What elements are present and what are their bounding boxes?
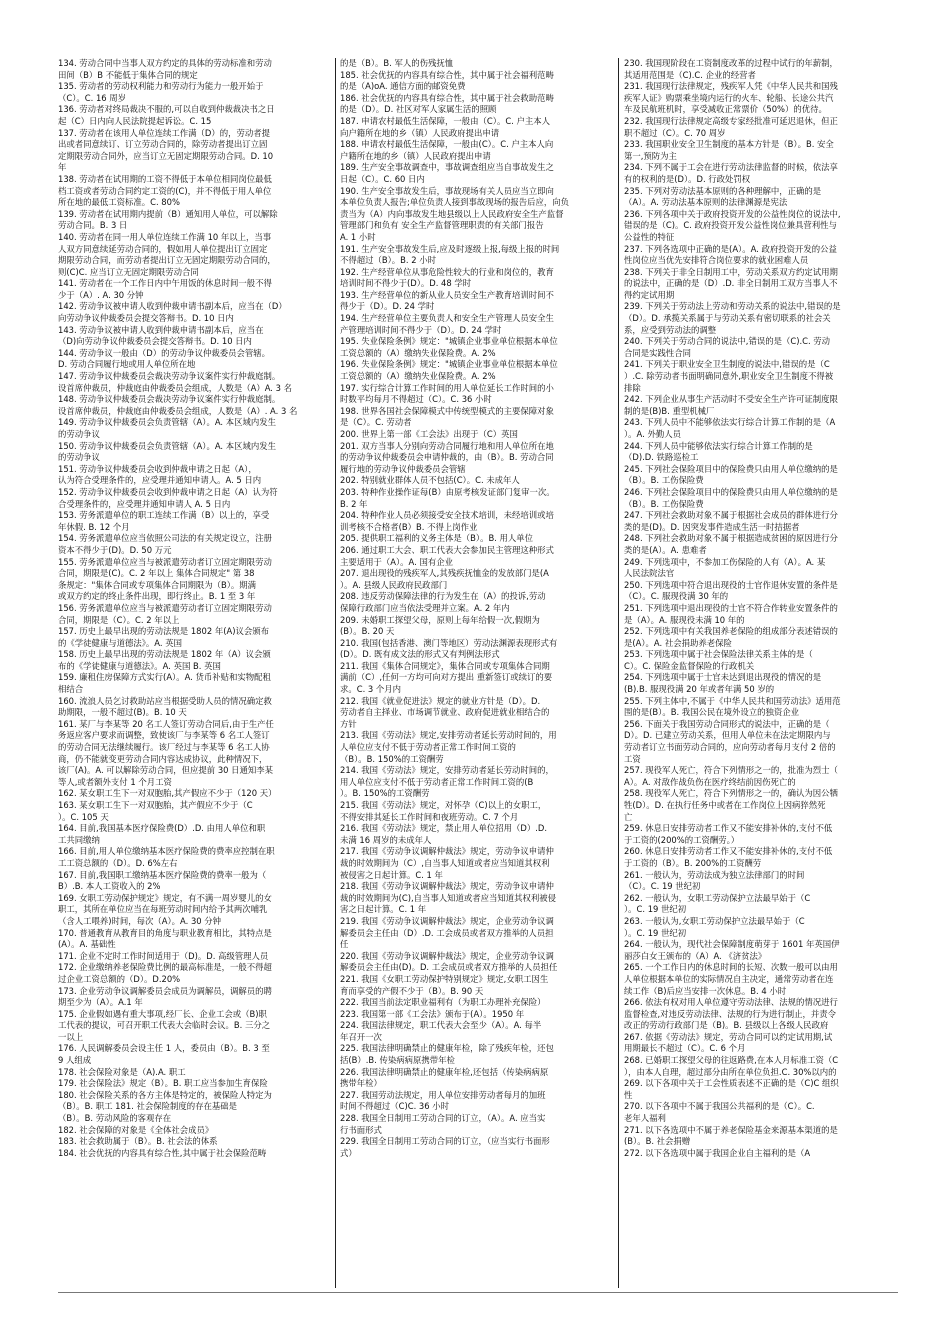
question-text-line: 产管理培训时间不得少于（D）。D. 24 学时 [340,324,502,335]
question-text-line: 238. 下列关于非全日制用工中，劳动关系双方约定试用期 [624,266,838,277]
question-text-line: 152. 劳动争议仲裁委员会收到仲裁申请之日起（A）认为符 [58,486,278,497]
question-text-line: 训考核不合格者(B）B. 不得上岗作业 [340,521,478,532]
question-text-line: 年休假. B. 12 个月 [58,521,130,532]
question-text-line: 育而享受的产假不少于（B）。B. 90 天 [340,985,484,996]
question-text-line: ）.C. 除劳动者书面明确同意外,职业安全卫生制度不得被 [624,371,834,382]
question-text-line: 206. 通过职工大会、职工代表大会参加民主管理这种形式 [340,544,554,555]
question-text-line: 工资总额的（A）缴纳失业保险费。A. 2% [340,371,496,382]
question-text-line: （C）。C. 19 世纪初 [624,881,701,892]
question-text-line: 性岗位应当优先安排符合岗位要求的就业困难人员 [624,255,809,266]
question-text-line: 改正的劳动行政部门是（B)。B. 县级以上各级人民政府 [624,1020,829,1031]
question-text-line: 合同，期限是（C）。C. 2 年以上 [58,614,180,625]
question-text-line: 合受理条件的，应受理并通知申请人 A. 5 日内 [58,498,231,509]
question-text-line: 182. 社会保障的对象是《全体社会成员》 [58,1124,214,1135]
question-text-line: 208. 违反劳动保障法律的行为发生在（A）的投诉,劳动 [340,591,546,602]
question-text-line: 向户籍所在地的乡（镇）人民政府提出申请 [340,127,500,138]
question-text-line: ）。B. 150%的工资酬劳 [340,788,430,799]
column-divider [618,58,619,1288]
question-text-line: ）。A. 县级人民政府民政部门 [340,579,448,590]
question-text-line: 184. 社会优抚的内容具有综合性,其中属于社会保险范畴 [58,1147,267,1158]
question-text-line: 210. 我国(包括香港、澳门等地区）劳动法渊源表现形式有 [340,637,558,648]
question-text-line: 136. 劳动者对终局裁决不服的,可以自收到仲裁裁决书之日 [58,104,275,115]
question-text-line: 203. 特种作业操作证每(B）由原考核发证部门复审一次。 [340,486,555,497]
question-text-line: 期限劳动合同，而劳动者提出订立无固定期限劳动合同的， [58,255,276,266]
question-text-line: 布的《学徒健康与道德法》。A. 英国 B. 英国 [58,660,221,671]
document-page [58,58,898,1288]
question-text-line: 认为符合受理条件的，应受理并通知申请人。A. 5 日内 [58,475,262,486]
question-text-line: 亡 [624,811,633,822]
question-text-line: 所在地的最低工资标准。C. 80% [58,197,180,208]
question-text-line: 214. 我国《劳动法》规定，安排劳动者延长劳动时间的， [340,765,554,776]
question-text-line: 272. 以下各选项中属于我国企业自主福利的是（A [624,1147,811,1158]
question-text-line: 公益性的特征 [624,231,675,242]
question-text-line: 得少于（D）。D. 24 学时 [340,301,435,312]
question-text-line: 164. 目前,我国基本医疗保险费(D）.D. 由用人单位和职 [58,823,266,834]
question-text-line: 任 [340,939,349,950]
question-text-line: 工代表的提议，可召开职工代表大会临时会议。B. 三分之 [58,1020,271,1031]
question-text-line: 出或者同意续订、订立劳动合同的，除劳动者提出订立固 [58,139,268,150]
question-text-line: B）.B. 本人工资收入的 2% [58,881,161,892]
question-text-line: A）。A. 对敌作战负伤在医疗终结前因伤死亡的 [624,776,796,787]
question-text-line: 202. 特别就业群体人员不包括(C）。C. 未成年人 [340,475,520,486]
question-text-line: 247. 下列社会救助对象不属于根据社会成员的群体进行分 [624,510,838,521]
question-text-line: (B).B. 服现役满 20 年或者年满 50 岁的 [624,684,775,695]
question-text-line: ）。C. 19 世纪初 [624,904,687,915]
question-text-line: 178. 社会保险对象是（A).A. 职工 [58,1066,186,1077]
question-text-line: 207. 退出现役的残疾军人,其残疾抚恤金的发放部门是(A [340,568,549,579]
question-text-line: 人单位应支付不低于劳动者正常工作时间工资的 [340,742,516,753]
question-text-line: 相结合 [58,684,84,695]
question-text-line: （D）。D. 承揽关系属于与劳动关系有密切联系的社会关 [624,313,831,324]
question-text-line: (A）。A. 基础性 [58,939,116,950]
question-text-line: 的劳动合同无法继续履行。该厂经过与李某等 6 名工人协 [58,742,270,753]
question-text-line: 230. 我国现阶段在工资制度改革的过程中试行的年薪制， [624,58,838,68]
question-text-line: 169. 女职工劳动保护规定》规定，有不满一周岁婴儿的女 [58,892,272,903]
question-text-line: 类的是(A）。A. 患难者 [624,544,707,555]
question-text-line: (B）。B. 社会捐赠 [624,1136,691,1147]
question-text-line: 211. 我国《集体合同规定》，集体合同或专项集体合同期 [340,660,550,671]
question-text-line: 定期限劳动合同外，应当订立无固定期限劳动合同。D. 10 [58,150,274,161]
question-text-line: 职不超过（C）。C. 70 周岁 [624,127,726,138]
question-text-line: 171. 企业不定时工作时间适用于（D)。D. 高级管理人员 [58,950,269,961]
question-text-line: （C）。C. 服现役满 30 年的 [624,591,729,602]
question-text-line: 246. 下列社会保险项目中的保险费只由用人单位缴纳的是 [624,486,838,497]
question-text-line: 151. 劳动争议仲裁委员会收到仲裁申请之日起（A）， [58,463,257,474]
question-text-line: （B）。B. 劳动风险的客观存在 [58,1113,172,1124]
question-text-line: A. 1 小时 [340,231,376,242]
question-text-line: 的是（A)oA. 通信方面的邮资免费 [340,81,466,92]
question-text-line: 172. 企业缴纳养老保险费比例的最高标准是，一般不得超 [58,962,272,973]
question-text-line: 满前（C）,任何一方均可向对方提出 重新签订或续订的要 [340,672,553,683]
question-text-line: D. 劳动合同履行地或用人单位所在地 [58,359,196,370]
question-text-line: 户籍所在地的乡（镇）人民政府提出申请 [340,150,491,161]
question-text-line: （D)向劳动争议仲裁委员会提交答辩书。D. 10 日内 [58,336,252,347]
column-divider [335,58,336,1288]
question-text-line: 148. 劳动争议仲裁委员会裁决劳动争议案件实行仲裁庭制。 [58,394,281,405]
question-text-line: 履行地的劳动争议仲裁委员会管辖 [340,463,466,474]
question-text-line: 解委员会主任由(D)。D. 工会成员或者双方推举的人员担任 [340,962,558,973]
question-text-line: 该厂(A)。A. 可以解除劳动合同，但应提前 30 日通知李某 [58,765,274,776]
question-text-line: 时间不得超过（C)C. 36 小时 [340,1101,449,1112]
question-text-line: 234. 下列不属于工会在进行劳动法律监督的时候，依法享 [624,162,838,173]
question-text-line: 疾军人证》购票乘坐境内运行的火车、轮船、长途公共汽 [624,92,834,103]
question-text-line: 228. 我国全日制用工劳动合同的订立，（A）。A. 应当实 [340,1113,546,1124]
question-text-line: 195. 失业保险条例》规定："城镇企业事业单位根据本单位 [340,336,558,347]
question-text-line: 215. 我国《劳动法》规定，对怀孕（C)以上的女职工， [340,800,547,810]
question-text-line: 186. 社会优抚的内容具有综合性，其中属于社会救助范畴 [340,92,554,103]
question-text-line: 资本不得少于(D)。D. 50 万元 [58,544,172,555]
question-text-line: 236. 下列各项中关于政府投资开发的公益性岗位的说法中, [624,208,841,219]
question-text-line: 的说法中，正确的是（D）.D. 非全日制用工双方当事人不 [624,278,838,289]
question-text-line: ），由本人自理，超过部分由所在单位负担.C. 30%以内的 [624,1066,837,1077]
question-text-line: 144. 劳动争议一般由（D）的劳动争议仲裁委员会管辖。 [58,347,271,358]
question-text-line: 于工资的（B）。B. 200%的工资酬劳 [624,857,762,868]
question-text-line: 合同，期限是(C)。C. 2 年以上 集体合同规定" 第 38 [58,568,255,579]
question-text-line: 于工资的(200%的工资酬劳。） [624,834,740,845]
question-text-line: D）。D. 已建立劳动关系，但用人单位未在法定期限内与 [624,730,831,741]
question-text-line: 行书面形式 [340,1124,382,1135]
question-text-line: 159. 廉租住房保障方式实行(A）。A. 货币补贴和实物配租 [58,672,271,683]
question-text-line: 180. 社会保险关系的各方主体是特定的，被保险人特定为 [58,1089,272,1100]
question-text-line: 212. 我国《就业促进法》规定的就业方针是（D）。D. [340,695,541,706]
question-text-line: 198. 世界各国社会保障模式中传统型模式的主要保障对象 [340,405,554,416]
question-text-line: 老年人福利 [624,1113,666,1124]
question-text-line: (B）。B. 20 天 [340,626,395,637]
question-text-line: 190. 生产安全事故发生后，事故现场有关人员应当立即向 [340,185,554,196]
question-text-line: 225. 我国法律明确禁止的健康年检，除了残疾年检，还包 [340,1043,554,1054]
question-text-line: 劳动者订立书面劳动合同的，应向劳动者每月支付 2 倍的 [624,742,836,753]
question-text-line: 134. 劳动合同中当事人双方约定的具体的劳动标准和劳动 [58,58,272,68]
question-text-line: 249. 下列选项中，不参加工伤保险的人有（A）。A. 某 [624,556,826,567]
question-text-line: 267. 依据《劳动法》规定，劳动合同可以约定试用期,试 [624,1031,833,1042]
question-text-line: 233. 我国职业安全卫生制度的基本方针是（B）。B. 安全 [624,139,834,150]
question-text-line: 257. 现役军人死亡，符合下列情形之一的，批准为烈士（ [624,765,838,776]
question-text-line: （含人工喂养)时间，每次（A）。A. 30 分钟 [58,915,222,926]
question-text-line: 259. 休息日安排劳动者工作又不能安排补休的,支付不低 [624,823,833,834]
question-text-line: 人民法院法官 [624,568,675,579]
question-text-line: 工资总额的（A）缴纳失业保险费。A. 2% [340,347,496,358]
question-text-line: 错误的是（C)。C. 政府投资开发公益性岗位兼具营利性与 [624,220,837,231]
question-text-line: 设首席仲裁员，仲裁庭由仲裁委员会组成，人数是（A）A. 3 名 [58,382,292,393]
question-text-line: 过企业工资总额的（D）。D.20% [58,973,181,984]
question-text-line: 求。C. 3 个月内 [340,684,402,695]
question-text-line: 147. 劳动争议仲裁委员会裁决劳动争议案件实行仲裁庭制。 [58,371,281,382]
question-text-line: 240. 下列关于劳动合同的说法中,错误的是（C).C. 劳动 [624,336,831,347]
question-text-line: 176. 人民调解委员会设主任 1 人，委员由（B）。B. 3 至 [58,1043,270,1054]
question-text-line: 解委员会主任由（D）.D. 工会成员或者双方推举的人员担 [340,927,554,938]
question-text-line: 153. 劳务派遣单位的职工连续工作满（B）以上的，享受 [58,510,270,521]
question-text-line: 工共同缴纳 [58,834,100,845]
question-text-line: 143. 劳动争议被申请人收到仲裁申请书副本后，应当在 [58,324,264,335]
question-text-line: 201. 双方当事人分别向劳动合同履行地和用人单位所在地 [340,440,554,451]
question-text-line: 161. 某厂与李某等 20 名工人签订劳动合同后,由于生产任 [58,718,274,729]
question-text-line: 160. 流浪人员乞讨救助站应当根据受助人员的情况确定救 [58,695,272,706]
question-text-line: 223. 我国第一部《工会法》颁布于(A）。1950 年 [340,1008,525,1019]
question-text-line: 携带年检） [340,1078,382,1089]
question-text-line: 205. 提供职工福利的义务主体是（B）。B. 用人单位 [340,533,534,544]
question-text-line: 243. 下列人员中不能够依法实行综合计算工作制的是（A [624,417,836,428]
question-text-line: 排除 [624,382,641,393]
question-text-line: 是（A）。A. 服现役未满 10 年的 [624,614,745,625]
question-text-line: 191. 生产安全事故发生后,应及时逐级上报,每级上报的时间 [340,243,560,254]
question-text-line: 年 [58,162,67,173]
question-text-line: 用人单位应支付不低于劳动者正常工作时间工资的(B [340,776,534,787]
question-text-line: 255. 下列主体中,不属于《中华人民共和国劳动法》适用范 [624,695,841,706]
question-text-line: 157. 历史上最早出现的劳动法规是 1802 年(A)议会颁布 [58,626,269,637]
question-text-line: 185. 社会优抚的内容具有综合性，其中属于社会福利范畴 [340,69,554,80]
question-text-line: 用期最长不超过（C）。C. 6 个月 [624,1043,746,1054]
question-text-line: 人双方同意续延劳动合同的，假如用人单位提出订立固定 [58,243,268,254]
question-text-line: 工资 [624,753,641,764]
question-text-line: C）。C. 保险金监督保险的行政机关 [624,660,755,671]
question-text-line: 252. 下列选项中有关我国养老保险的组成部分表述错误的 [624,626,838,637]
question-text-line: （D).D. 铁路巡检工 [624,452,699,463]
column-3 [624,58,898,1288]
question-text-line: 271. 以下各选项中不属于养老保险基金来源基本渠道的是 [624,1124,838,1135]
question-text-line: 137. 劳动者在该用人单位连续工作满（D）的，劳动者提 [58,127,271,138]
question-text-line: 方针 [340,718,357,729]
question-text-line: 196. 失业保险条例》规定："城镇企业事业单位根据本单位 [340,359,558,370]
question-text-line: ）。A. 外勤人员 [624,429,681,439]
question-text-line: 270. 以下各项中不属于我国公共福利的是（C）。C. [624,1101,815,1112]
question-text-line: 263. 一般认为,女职工劳动保护立法最早始于（C [624,915,805,926]
question-text-line: 裁的时效期间为（C）,自当事人知道或者应当知道其权利 [340,857,550,868]
question-text-line: 253. 下列选项中属于社会保险法律关系主体的是（ [624,649,813,660]
question-text-line: 251. 下列选项中退出现役的士官不符合作转业安置条件的 [624,602,838,613]
question-text-line: 类的是(D)。D. 因突发事件造成生活一时拮据者 [624,521,800,532]
question-text-line: 保障行政部门应当依法受理并立案。A. 2 年内 [340,602,510,613]
question-text-line: 务返应客户要求而调整，致使该厂与李某等 6 名工人签订 [58,730,270,741]
question-text-line: 培训时间不得少于(D）。D. 48 学时 [340,278,472,289]
question-text-line: 9 人组成 [58,1055,92,1066]
question-text-line: 牲(D）。D. 在执行任务中或者在工作岗位上因病猝然死 [624,800,826,810]
question-text-line: 241. 下列关于职业安全卫生制度的说法中,错误的是（C [624,359,830,370]
question-text-line: 人单位根据本单位的实际情况自主决定，通常劳动者在连 [624,973,834,984]
question-text-line: 劳动者自主择业、市场调节就业、政府促进就业相结合的 [340,707,550,718]
question-text-line: 丽莎白女王颁布的（A）A. 《济贫法》 [624,950,767,961]
question-text-line: 得约定试用期 [624,289,675,300]
question-text-line: 175. 企业假如遇有重大事项,经厂长、企业工会或（B)职 [58,1008,267,1019]
question-text-line: 254. 下列选项中属于士官未达到退出现役的情况的是 [624,672,822,683]
question-text-line: 200. 世界上第一部《工会法》出现于（C）英国 [340,429,518,439]
question-text-line: 一以上 [58,1031,84,1042]
question-text-line: 183. 社会救助属于（B）。B. 社会法的体系 [58,1136,218,1147]
question-text-line: 235. 下列对劳动法基本原则的各种理解中，正确的是 [624,185,822,196]
question-text-line: 224. 我国法律规定，职工代表大会至少（A）。A. 每半 [340,1020,542,1031]
question-text-line: 的是（B）。B. 军人的伤残抚恤 [340,58,454,68]
question-text-line: 261. 一般认为，劳动法成为独立法律部门的时间 [624,869,805,880]
question-text-line: 140. 劳动者在同一用人单位连续工作满 10 年以上，当事 [58,231,272,242]
question-text-line: 187. 申请农村最低生活保障，一般由（C）。C. 户主本人 [340,115,551,126]
question-text-line: 227. 我国劳动法规定，用人单位安排劳动者每月的加班 [340,1089,546,1100]
question-text-line: 的是（D）。D. 社区对军人家属生活的照顾 [340,104,497,115]
question-text-line: 年召开一次 [340,1031,382,1042]
question-text-line: 围的是(B）。B. 我国公民在境外设立的独资企业 [624,707,800,718]
question-text-line: （B）。B. 职工 181. 社会保险制度的存在基础是 [58,1101,237,1112]
question-text-line: 系，应受到劳动法的调整 [624,324,717,335]
question-text-line: 制的是(B)B. 重型机械厂 [624,405,715,416]
question-text-line: 239. 下列关于劳动法上劳动和劳动关系的说法中,错误的是 [624,301,841,312]
question-text-line: （A）。A. 劳动法基本原则的法律渊源是宪法 [624,197,788,208]
question-text-line: 155. 劳务派遣单位应当与被派遣劳动者订立固定期限劳动 [58,556,272,567]
question-text-line: (D）。D. 既有成文法的形式又有判例法形式 [340,649,500,660]
question-text-line: 269. 以下各项中关于工会性质表述不正确的是（C)C 组织 [624,1078,839,1089]
question-text-line: 时数平均每月不得超过（C）。C. 36 小时 [340,394,492,405]
question-text-line: 职工，其所在单位应当在每班劳动时间内给予其两次哺乳 [58,904,268,915]
question-text-line: 166. 目前,用人单位缴纳基本医疗保险费的费率应控制在职 [58,846,275,857]
question-text-line: 商，仍不能就变更劳动合同内容达成协议，此种情况下， [58,753,268,764]
question-text-line: 式） [340,1147,357,1158]
question-text-line: 188. 申请农村最低生活保障，一般由(C）。C. 户主本人向 [340,139,554,150]
question-text-line: 141. 劳动者在一个工作日内中午用饭的休息时间一般不得 [58,278,272,289]
question-text-line: 有的权利的是(D）。D. 行政处罚权 [624,173,751,184]
question-text-line: 起（C）日内向人民法院提起诉讼。C. 15 [58,115,212,126]
question-text-line: 的劳动争议 [58,452,100,463]
question-text-line: 194. 生产经营单位主要负责人和安全生产管理人员安全生 [340,313,554,324]
question-text-line: 248. 下列社会救助对象不属于根据造成贫困的原因进行分 [624,533,838,544]
question-text-line: 不得安排其延长工作时间和夜班劳动。C. 7 个月 [340,811,519,822]
question-text-line: 工工资总额的（D）。D. 6%左右 [58,857,178,868]
question-text-line: 250. 下列选项中符合退出现役的士官作退休安置的条件是 [624,579,838,590]
question-text-line: ）。C. 19 世纪初 [624,927,687,938]
question-text-line: 170. 普通教育从教育目的角度与职业教育相比，其特点是 [58,927,272,938]
question-text-line: 242. 下列企业从事生产活动时不受安全生产许可证制度限 [624,394,838,405]
question-text-line: 220. 我国《劳动争议调解仲裁法》规定，企业劳动争议调 [340,950,554,961]
page-bottom-rule [58,1292,898,1293]
question-text-line: 主要适用于（A）。A. 国有企业 [340,556,453,567]
question-text-line: 192. 生产经营单位从事危险性较大的行业和岗位的，教育 [340,266,554,277]
question-text-line: 性 [624,1089,633,1100]
question-text-line: B. 2 年 [340,498,368,509]
question-text-line: 被侵害之日起计算。C. 1 年 [340,869,443,880]
column-2 [340,58,612,1288]
question-text-line: 的劳动争议 [58,429,100,439]
question-text-line: 162. 某女职工生下一对双胞胎,其产假应不少于（120 天） [58,788,277,799]
question-text-line: 本单位负责人报告;单位负责人接到事故现场的报告后应，向负 [340,197,569,208]
question-text-line: 218. 我国《劳动争议调解仲裁法》规定，劳动争议申请仲 [340,881,554,892]
question-text-line: 256. 下面关于我国劳动合同形式的说法中，正确的是（ [624,718,830,729]
question-text-line: 167. 目前,我国职工缴纳基本医疗保险费的费率一般为（ [58,869,267,880]
question-text-line: （B）。B. 工伤保险费 [624,498,704,509]
question-text-line: 244. 下列人员中能够依法实行综合计算工作制的是 [624,440,813,451]
question-text-line: 262. 一般认为，女职工劳动保护立法最早始于（C [624,892,811,903]
question-text-line: 少于（A）. A. 30 分钟 [58,289,144,300]
question-text-line: 179. 社会保险法》规定（B）。B. 职工应当参加生育保险 [58,1078,268,1089]
question-text-line: 车及民航班机时，享受减收正常票价（50%）的优待。 [624,104,827,115]
question-text-line: 150. 劳动争议仲裁委员会负责管辖（A）。A. 本区域内发生 [58,440,276,451]
question-text-line: （C）。C. 16 周岁 [58,92,127,103]
question-text-line: 264. 一般认为，现代社会保障制度萌芽于 1601 年英国伊 [624,939,840,950]
question-text-line: 监督检查,对违反劳动法律、法规的行为进行制止，并责令 [624,1008,837,1019]
question-text-line: 232. 我国现行法律规定高级专家经批准可延迟退休，但正 [624,115,838,126]
question-text-line: 期至少为（A）。A.1 年 [58,997,143,1008]
question-text-line: 的《学徒健康与道德法》。A. 英国 [58,637,182,648]
question-text-line: 田间（B）B 不能低于集体合同的规定 [58,69,198,80]
question-text-line: 221. 我国《女职工劳动保护特别规定》规定,女职工因生 [340,973,549,984]
question-text-line: 害之日起计算。C. 1 年 [340,904,427,915]
question-text-line: 217. 我国《劳动争议调解仲裁法》规定，劳动争议申请仲 [340,846,554,857]
question-text-line: 第一,预防为主 [624,150,677,161]
question-text-line: 不得超过（B）。B. 2 小时 [340,255,436,266]
question-text-line: 216. 我国《劳动法》规定，禁止用人单位招用（D）.D. [340,823,548,834]
question-text-line: 193. 生产经营单位的新从业人员安全生产教育培训时间不 [340,289,554,300]
question-text-line: 142. 劳动争议被申请人收到仲裁申请书副本后，应当在（D） [58,301,287,312]
question-text-line: 266. 依法有权对用人单位遵守劳动法律、法规的情况进行 [624,997,838,1008]
question-text-line: 219. 我国《劳动争议调解仲裁法》规定，企业劳动争议调 [340,915,554,926]
column-1 [58,58,330,1288]
question-text-line: 合同是实践性合同 [624,347,691,358]
question-text-line: 197. 实行综合计算工作时间的用人单位延长工作时间的小 [340,382,554,393]
question-text-line: 213. 我国《劳动法》规定,安排劳动者延长劳动时间的，用 [340,730,557,741]
question-text-line: 135. 劳动者的劳动权利能力和劳动行为能力一般开始于 [58,81,264,92]
question-text-line: 是（C）。C. 劳动者 [340,417,412,428]
question-text-line: 189. 生产安全事故调查中，事故调查组应当自事故发生之 [340,162,554,173]
question-text-line: 268. 已婚职工探望父母的往返路费,在本人月标准工资（C [624,1055,839,1066]
question-text-line: 258. 现役军人死亡，符合下列情形之一的，确认为因公牺 [624,788,838,799]
question-text-line: 则(C)C. 应当订立无固定期限劳动合同 [58,266,199,277]
question-text-line: 或双方约定的终止条件出现，即行终止。B. 1 至 3 年 [58,591,256,602]
question-text-line: 管理部门和负有 安全生产监督管理职责的有关部门报告 [340,220,544,231]
question-text-line: 209. 未婚职工探望父母，原则上每年给假一次,假期为 [340,614,540,625]
question-text-line: 助期限，一般不超过(B)。B. 10 天 [58,707,187,718]
question-text-line: 续工作（B)后应当安排一次休息。B. 4 小时 [624,985,787,996]
question-text-line: （B）。B. 150%的工资酬劳 [340,753,444,764]
question-text-line: 是(A）。A. 社会捐助养老保险 [624,637,732,648]
question-text-line: 204. 特种作业人员必须接受安全技术培训，未经培训或培 [340,510,554,521]
question-text-line: 173. 企业劳动争议调解委员会成员为调解员，调解员的聘 [58,985,272,996]
question-text-line: 设首席仲裁员，仲裁庭由仲裁委员会组成，人数是（A）. A. 3 名 [58,405,298,416]
question-text-line: 其适用范围是（C).C. 企业的经营者 [624,69,756,80]
question-text-line: （B）。B. 工伤保险费 [624,475,704,486]
question-text-line: ）。C. 105 天 [58,811,109,822]
question-text-line: 劳动合同。B. 3 日 [58,220,128,231]
question-text-line: 156. 劳务派遣单位应当与被派遣劳动者订立固定期限劳动 [58,602,272,613]
question-text-line: 245. 下列社会保险项目中的保险费只由用人单位缴纳的是 [624,463,838,474]
question-text-line: 138. 劳动者在试用期的工资不得低于本单位相同岗位最低 [58,173,272,184]
question-text-line: 139. 劳动者在试用期内提前（B）通知用人单位，可以解除 [58,208,278,219]
question-text-line: 日起（C）。C. 60 日内 [340,173,425,184]
question-text-line: 260. 休息日安排劳动者工作又不能安排补休的,支付不低 [624,846,833,857]
question-text-line: 163. 某女职工生下一对双胞胎，其产假应不少于（C [58,800,253,810]
question-text-line: 等人,或者额外支付 1 个月工资 [58,776,172,787]
question-text-line: 229. 我国全日制用工劳动合同的订立，（应当实行书面形 [340,1136,550,1147]
question-text-line: 向劳动争议仲裁委员会提交答辩书。D. 10 日内 [58,313,234,324]
question-text-line: 237. 下列各选项中正确的是(A）。A. 政府投资开发的公益 [624,243,837,254]
question-text-line: 226. 我国法律明确禁止的健康年检,还包括（传染病病原 [340,1066,549,1077]
question-text-line: 149. 劳动争议仲裁委员会负责管辖（A）。A. 本区域内发生 [58,417,276,428]
question-text-line: 责当为（A）内向事故发生地县级以上人民政府安全生产监督 [340,208,564,219]
question-text-line: 条规定："集体合同或专项集体合同期限为（B）。期满 [58,579,257,590]
question-text-line: 265. 一个工作日内的休息时间的长短、次数一般可以由用 [624,962,838,973]
question-text-line: 158. 历史上最早出现的劳动法规是 1802 年（A）议会颁 [58,649,271,660]
question-text-line: 档工资或者劳动合同约定工资的(C)，并不得低于用人单位 [58,185,272,196]
question-text-line: 222. 我国当前法定职业福利有（为职工办理补充保险） [340,997,546,1008]
question-text-line: 未满 16 周岁的未成年人 [340,834,432,845]
question-text-line: 裁的时效期间为(C),自当事人知道或者应当知道其权利被侵 [340,892,557,903]
question-text-line: 231. 我国现行法律规定，残疾军人凭《中华人民共和国残 [624,81,838,92]
question-text-line: 括(B）.B. 传染病病原携带年检 [340,1055,455,1066]
question-text-line: 154. 劳务派遣单位应当依照公司法的有关规定设立，注册 [58,533,272,544]
question-text-line: 的劳动争议仲裁委员会申请仲裁的，由（B）。B. 劳动合同 [340,452,554,463]
